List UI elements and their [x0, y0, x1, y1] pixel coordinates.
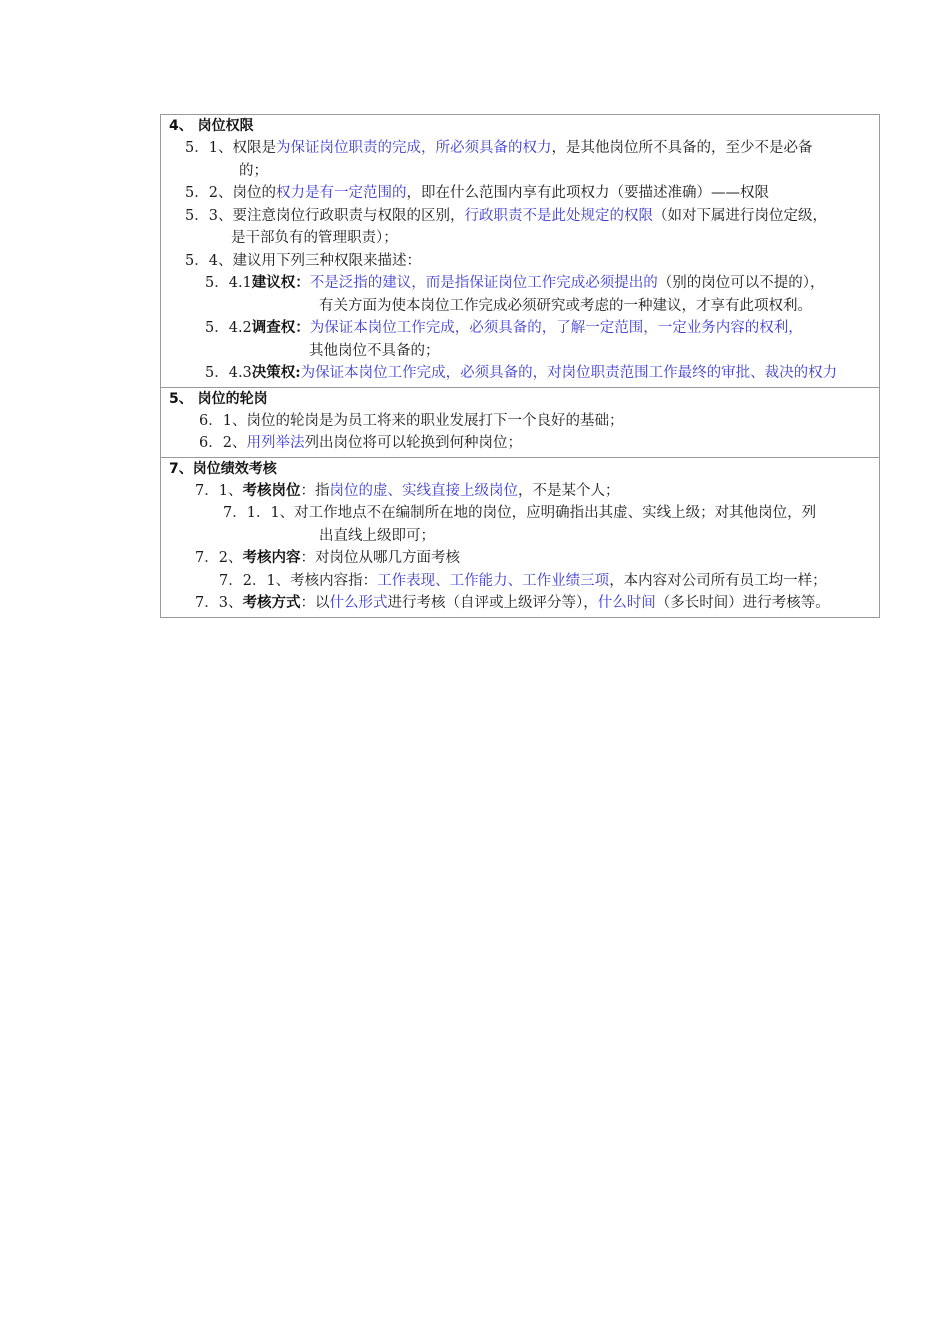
paragraph-5-1-cont: 的； [239, 162, 268, 179]
paragraph-5-1: 5．1、权限是为保证岗位职责的完成，所必须具备的权力，是其他岗位所不具备的，至少不是必备 [185, 140, 813, 156]
paragraph-7-2: 7．2、考核内容：对岗位从哪几方面考核 [195, 549, 460, 566]
paragraph-7-1-1: 7．1．1、对工作地点不在编制所在地的岗位，应明确指出其虚、实线上级；对其他岗位，列 [223, 505, 817, 521]
paragraph-7-2-1: 7．2．1、考核内容指：工作表现、工作能力、工作业绩三项，本内容对公司所有员工均一样； [219, 572, 827, 589]
paragraph-5-4-1-cont: 有关方面为使本岗位工作完成必须研究或考虑的一种建议，才享有此项权利。 [319, 297, 812, 314]
paragraph-5-4-2: 5．4.2调查权：为保证本岗位工作完成，必须具备的，了解一定范围，一定业务内容的权利， [205, 319, 803, 336]
paragraph-5-3: 5．3、要注意岗位行政职责与权限的区别，行政职责不是此处规定的权限（如对下属进行岗位定级， [185, 207, 827, 224]
paragraph-5-2: 5．2、岗位的权力是有一定范围的，即在什么范围内享有此项权力（要描述准确）——权限 [185, 185, 769, 201]
section-performance [161, 457, 879, 617]
paragraph-7-1-1-cont: 出直线上级即可； [319, 527, 435, 544]
paragraph-5-3-cont: 是干部负有的管理职责）； [231, 230, 398, 246]
paragraph-7-3: 7．3、考核方式：以什么形式进行考核（自评或上级评分等），什么时间（多长时间）进行考核等。 [195, 594, 830, 611]
section-rotation [161, 387, 879, 457]
paragraph-6-2: 6．2、用列举法列出岗位将可以轮换到何种岗位； [199, 435, 522, 451]
paragraph-6-1: 6．1、岗位的轮岗是为员工将来的职业发展打下一个良好的基础； [199, 412, 624, 429]
paragraph-5-4: 5．4、建议用下列三种权限来描述： [185, 252, 421, 269]
paragraph-5-4-1: 5．4.1建议权：不是泛指的建议，而是指保证岗位工作完成必须提出的（别的岗位可以不提的）， [205, 274, 825, 291]
section-heading: 7、岗位绩效考核 [169, 460, 277, 477]
section-heading: 4、 岗位权限 [169, 118, 254, 134]
section-heading: 5、 岗位的轮岗 [169, 390, 268, 407]
paragraph-5-4-2-cont: 其他岗位不具备的； [309, 342, 440, 359]
paragraph-5-4-3: 5．4.3决策权:为保证本岗位工作完成，必须具备的，对岗位职责范围工作最终的审批、裁决的权力 [205, 364, 838, 381]
paragraph-7-1: 7．1、考核岗位：指岗位的虚、实线直接上级岗位，不是某个人； [195, 481, 620, 499]
content-table [160, 114, 880, 618]
paragraph-5-4-1-block [169, 272, 871, 385]
section-authority [161, 115, 879, 387]
